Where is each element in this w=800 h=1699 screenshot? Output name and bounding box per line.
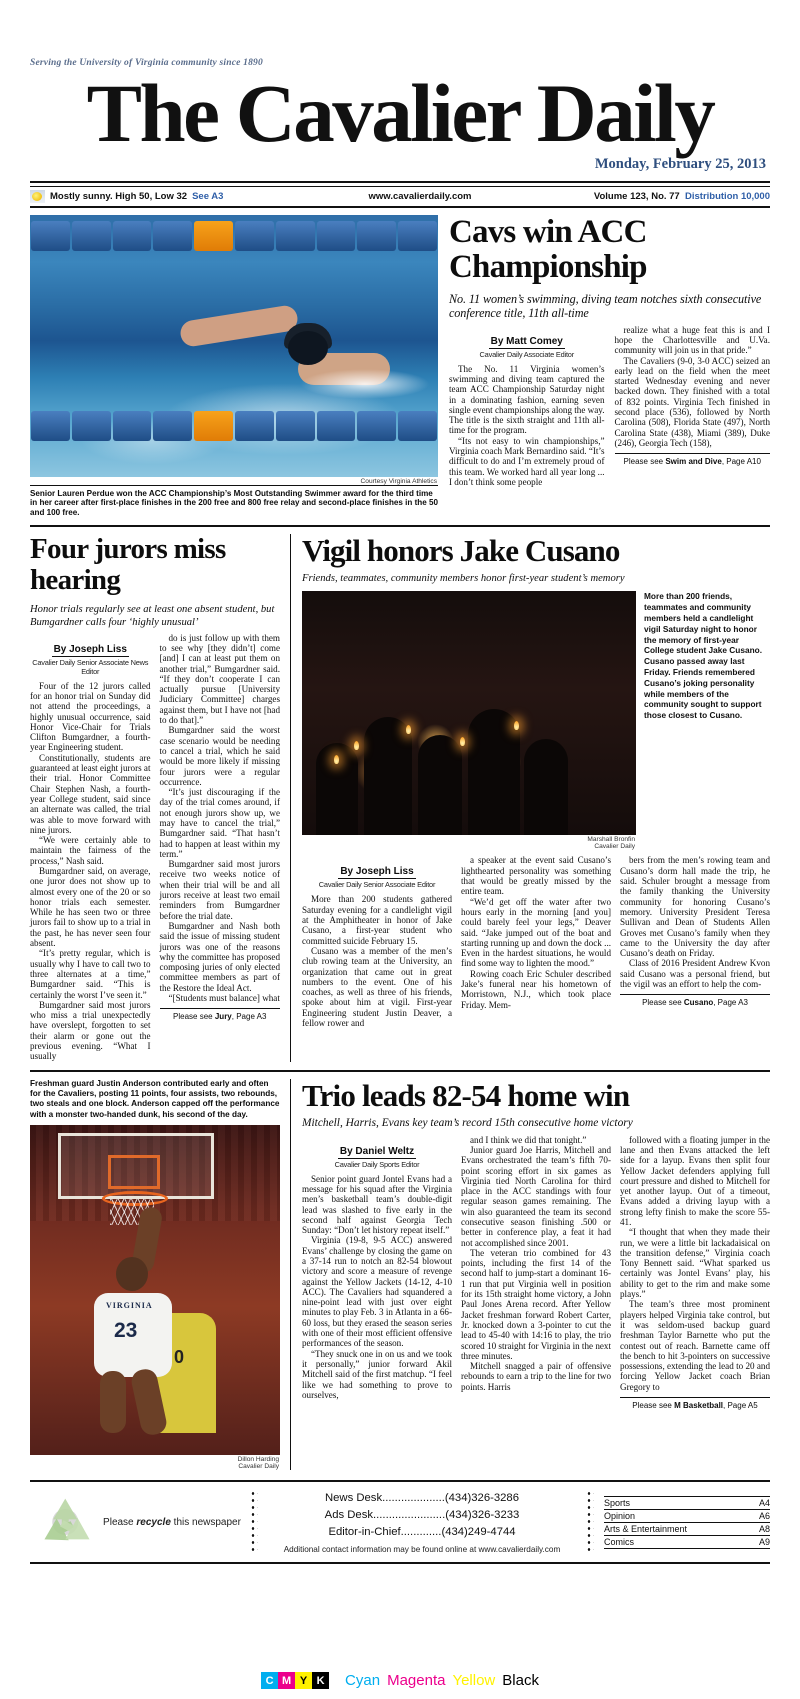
- dotted-divider-right: [586, 1490, 594, 1554]
- jump-prefix: Please see: [642, 998, 682, 1008]
- footer: [30, 1480, 770, 1564]
- cmyk-word-yellow: Yellow: [452, 1672, 496, 1689]
- paragraph: Cusano was a member of the men’s club rowing team at the University, an organization that came out in great numbers to the event. One of his coaches, as well as three of his friends, spoke about him at vigil. First-year Engineering student Justin Deaver, a fellow rower and: [302, 945, 452, 1029]
- lead-column-2: [615, 325, 771, 488]
- weather-block: [30, 190, 330, 203]
- paragraph: Rowing coach Eric Schuler described Jake’s funeral near his hometown of Morristown, N.J., which took place Friday. Mem-: [461, 968, 611, 1010]
- paragraph: do is just follow up with them to see why [they didn’t] come [and] I can at least put them on another trial,” Bumgardner said. “If they don’t cooperate I can actually pursue [University Judiciary Committee] charges against them, but I have not [had to do that].”: [159, 632, 280, 726]
- index-row[interactable]: [604, 1523, 770, 1536]
- jump-page: , Page A5: [723, 1401, 758, 1411]
- basketball-photo-credit: [30, 1455, 280, 1470]
- cmyk-swatch-m: M: [278, 1672, 295, 1689]
- paragraph: Bumgardner said most jurors receive two weeks notice of when their trial will be and all jurors receive at least two email reminders from Bumgardner before the trial date.: [159, 859, 280, 921]
- sun-icon: [30, 190, 45, 203]
- basketball-column-2: [461, 1135, 611, 1410]
- paragraph: “We’d get off the water after two hours early in the morning [and you] could barely feel your legs,” Deaver said. “Jake jumped out of the boat and starting running up and down the dock ... Even in the hardest situations, he would find some way to lighten the mood.”: [461, 896, 611, 969]
- credit-name: Marshall Bronfin: [587, 836, 635, 844]
- lead-body-1: [449, 364, 605, 488]
- lead-body-2: [615, 325, 771, 449]
- vigil-byline[interactable]: By Joseph Liss: [340, 866, 414, 878]
- contact-editor-in-chief: Editor-in-Chief.............(434)249-4744: [328, 1526, 516, 1539]
- paragraph: Class of 2016 President Andrew Kvon said Cusano was a personal friend, but the vigil was an effort to help the com-: [620, 958, 770, 990]
- lead-story: [30, 215, 770, 518]
- paragraph: “I thought that when they made their run, we were a little bit lackadaisical on the transition defense,” Virginia coach Tony Bennett said. “What sparked us certainly was Jontel Evans’ play, his ability to get to the rim and make some plays.”: [620, 1227, 770, 1300]
- recycle-icon: [39, 1496, 95, 1548]
- jump-prefix: Please see: [632, 1401, 672, 1411]
- index-page: A8: [758, 1523, 770, 1534]
- paragraph: More than 200 students gathered Saturday evening for a candlelight vigil at the Amphitheater in honor of Jake Cusano, a first-year student who committed suicide February 15.: [302, 894, 452, 946]
- lead-jump-line[interactable]: [615, 453, 771, 466]
- jurors-headline[interactable]: Four jurors miss hearing: [30, 533, 226, 597]
- vigil-story: [291, 534, 770, 1061]
- vigil-sidebar-text: More than 200 friends, teammates and community members held a candlelight vigil Saturday night to honor the memory of first-year College student Jake Cusano. Cusano passed away last Friday. Friends remembered Cusano’s joking personality while members of the community sought to support those closest to Cusano.: [644, 591, 763, 721]
- volume-info: [510, 191, 770, 202]
- vigil-photo-credit: [302, 835, 636, 850]
- vigil-body-3: [620, 855, 770, 989]
- cmyk-word-black: Black: [502, 1672, 539, 1689]
- index-page: A4: [758, 1497, 770, 1508]
- cmyk-swatch-c: C: [261, 1672, 278, 1689]
- vigil-column-3: [620, 855, 770, 1028]
- jurors-body-1: [30, 681, 151, 1062]
- second-section: [30, 525, 770, 1061]
- contact-block: [258, 1490, 586, 1554]
- index-section: Comics: [604, 1536, 635, 1547]
- paragraph: The Cavaliers (9-0, 3-0 ACC) seized an early lead on the field when the meet started Wednesday evening and never backed down. They finished with a total of 832 points. Virginia Tech finished in second place (536), followed by North Carolina (508), Florida State (497), North Carolina State (438), Miami (389), Duke (246), Georgia Tech (158),: [614, 355, 770, 448]
- lead-deck: No. 11 women’s swimming, diving team notches sixth consecutive conference title, 11th all-time: [449, 291, 762, 321]
- paragraph: Junior guard Joe Harris, Mitchell and Evans orchestrated the team’s fifth 70-point scoring effort in six games as Virginia tied North Carolina for third place in the ACC standings with four regular season games remaining. The win also guaranteed the team its second consecutive season finishing .500 or better in conference play, a feat it had not accomplished since 2001.: [461, 1144, 611, 1248]
- vigil-column-1: [302, 855, 452, 1028]
- serving-line: Serving the University of Virginia community since 1890: [30, 58, 263, 68]
- page-title: The Cavalier Daily: [86, 67, 714, 159]
- basketball-byline[interactable]: By Daniel Weltz: [339, 1145, 415, 1157]
- jump-page: , Page A3: [713, 998, 748, 1008]
- recycle-block: [30, 1496, 250, 1548]
- basketball-body-3: [620, 1135, 770, 1392]
- paragraph: Senior point guard Jontel Evans had a message for his squad after the Virginia men’s basketball team’s double-digit lead was slashed to five early in the second half against Georgia Tech Sunday: “Don’t let history repeat itself.”: [302, 1173, 452, 1236]
- index-section: Sports: [604, 1497, 631, 1508]
- vigil-jump-line[interactable]: [620, 994, 770, 1007]
- basketball-body-1: [302, 1174, 452, 1401]
- vigil-body-2: [461, 855, 611, 1009]
- paragraph: Bumgardner said, on average, one juror does not show up to almost every one of the 20 or so honor trials each semester. While he has seen two or three jurors fail to show up to a trial in the past, he has never seen four absent.: [30, 865, 151, 949]
- paragraph: The veteran trio combined for 43 points, including the first 14 of the second half to jump-start a dominant 16-1 run that put Virginia well in position for its 15th straight home victory, a John Paul Jones Arena record. After Yellow Jacket freshman forward Robert Carter, Jr. knocked down a 3-pointer to cut the lead to 45-40 with 14:16 to play, the trio scored 10 straight for Virginia in the next three minutes.: [461, 1247, 611, 1361]
- third-section: [30, 1070, 770, 1471]
- recycle-post: this newspaper: [170, 1516, 241, 1528]
- cmyk-word-cyan: Cyan: [345, 1672, 381, 1689]
- swimmer-photo: [30, 215, 438, 477]
- website-url[interactable]: www.cavalierdaily.com: [368, 190, 472, 202]
- contact-ads-desk: Ads Desk.......................(434)326-3233: [324, 1509, 520, 1522]
- cmyk-swatches: [261, 1672, 329, 1689]
- jurors-deck: Honor trials regularly see at least one absent student, but Bumgardner calls four ‘highly unusual’: [30, 604, 275, 629]
- jurors-column-2: [160, 633, 281, 1062]
- paragraph: bers from the men’s rowing team and Cusano’s dorm hall made the trip, he said. Schuler brought a message from the family thanking the University community for honoring Cusano’s memory. University President Teresa Sullivan and Dean of Students Allen Groves met Cusano’s family when they came to the University the day after Cusano’s death on Friday.: [620, 855, 770, 959]
- paragraph: “We were certainly able to maintain the fairness of the process,” Nash said.: [30, 835, 151, 866]
- jurors-jump-line[interactable]: [160, 1008, 281, 1021]
- paragraph: The No. 11 Virginia women’s swimming and diving team captured the team ACC Championship Saturday night in a dominating fashion, earning seven single event championships along the way. The title is the sixth straight and 11th all-time for the program.: [449, 363, 605, 436]
- credit-name: Dillon Harding: [237, 1456, 279, 1464]
- basketball-sidebar-text: Freshman guard Justin Anderson contributed early and often for the Cavaliers, posting 11 points, four assists, two rebounds, two steals and one block. Anderson capped off the performance with a monster two-handed dunk, his second of the day.: [30, 1078, 280, 1119]
- basketball-body-2: [461, 1135, 611, 1392]
- jurors-story: [30, 534, 291, 1061]
- basketball-byline-title: Cavalier Daily Sports Editor: [334, 1159, 420, 1169]
- index-row[interactable]: [604, 1536, 770, 1549]
- vigil-byline-title: Cavalier Daily Senior Associate Editor: [318, 880, 436, 890]
- index-section: Opinion: [604, 1510, 636, 1521]
- paragraph: “Its not easy to win championships,” Virginia coach Mark Bernardino said. “It’s difficult to do and I’m extremely proud of this team. We worked hard all year long ... I don’t think some people: [449, 435, 605, 487]
- paragraph: Mitchell snagged a pair of offensive rebounds to earn a trip to the line for two points. Harris: [461, 1361, 611, 1392]
- section-index: [594, 1496, 770, 1549]
- lead-byline[interactable]: By Matt Comey: [490, 335, 563, 347]
- paragraph: and I think we did that tonight.”: [470, 1134, 587, 1145]
- cmyk-swatch-y: Y: [295, 1672, 312, 1689]
- jump-label: M Basketball: [674, 1401, 724, 1411]
- recycle-pre: Please: [103, 1516, 137, 1528]
- cmyk-words: [345, 1672, 539, 1689]
- recycle-emphasis: recycle: [136, 1516, 171, 1528]
- info-bar: [30, 187, 770, 208]
- photo-caption: Senior Lauren Perdue won the ACC Championship’s Most Outstanding Swimmer award for the third time in her career after first-place finishes in the 200 free and 800 free relay and second-place finishes in the 50 and 100 free.: [30, 485, 438, 518]
- issue-date: Monday, February 25, 2013: [594, 155, 766, 172]
- basketball-photo: 0 VIRGINIA 23: [30, 1125, 280, 1455]
- lead-text-block: [449, 215, 770, 518]
- recycle-text: [103, 1516, 241, 1529]
- paragraph: “They snuck one in on us and we took it personally,” junior forward Akil Mitchell said of the first matchup. “I feel like we had something to prove to ourselves,: [302, 1348, 452, 1400]
- paragraph: Bumgardner and Nash both said the issue of missing student jurors was one of the reasons why the committee has proposed composing juries of only elected committee members as part of the Restore the Ideal Act.: [159, 920, 280, 993]
- vigil-body-1: [302, 894, 452, 1028]
- paragraph: “It’s just discouraging if the day of the trial comes around, if not enough jurors show up, we may have to cancel the trial,” Bumgardner said. “That hasn’t had to happen at least within my term.”: [159, 787, 280, 859]
- cmyk-word-magenta: Magenta: [387, 1672, 446, 1689]
- vigil-photo-block: [302, 591, 636, 850]
- paragraph: “[Students must balance] what: [168, 993, 280, 1004]
- distribution: Distribution 10,000: [685, 190, 770, 202]
- index-section: Arts & Entertainment: [604, 1523, 688, 1534]
- basketball-column-1: [302, 1135, 452, 1410]
- credit-org: Cavalier Daily: [238, 1463, 279, 1471]
- photo-credit: Courtesy Virginia Athletics: [360, 477, 437, 485]
- paragraph: Virginia (19-8, 9-5 ACC) answered Evans’ challenge by closing the game on a 37-14 run to notch an 82-54 blowout victory and score a measure of revenge against the Yellow Jackets (14-12, 4-10 ACC). The Cavaliers had squandered a nine-point lead with just over eight minutes to play Feb. 3 in Atlanta in a 66-60 loss, but they erased the season series with one of their most efficient offensive performances of the season.: [302, 1235, 452, 1349]
- defender-figure: 0: [156, 1313, 216, 1433]
- paragraph: Bumgardner said the worst case scenario would be needing to cancel a trial, which he said would be more likely if missing four jurors were a regular occurrence.: [159, 725, 280, 787]
- vigil-photo: [302, 591, 636, 835]
- basketball-photo-block: [30, 1079, 291, 1471]
- cmyk-registration-bar: [0, 1672, 800, 1689]
- basketball-deck: Mitchell, Harris, Evans key team’s record 15th consecutive home victory: [302, 1116, 633, 1129]
- lead-photo-block: [30, 215, 438, 518]
- jump-label: Jury: [214, 1012, 232, 1022]
- index-page: A9: [758, 1536, 770, 1547]
- jurors-byline-title: Cavalier Daily Senior Associate News Editor: [32, 657, 149, 676]
- jump-page: , Page A10: [721, 457, 761, 467]
- jump-label: Cusano: [683, 998, 714, 1008]
- paragraph: Four of the 12 jurors called for an honor trial on Sunday did not attend the proceedings, a highly unusual occurrence, said Honor Vice-Chair for Trials Clifton Bumgardner, a fourth-year Engineering student.: [30, 680, 151, 753]
- index-row[interactable]: [604, 1496, 770, 1510]
- index-row[interactable]: [604, 1510, 770, 1523]
- contact-note: Additional contact information may be found online at www.cavalierdaily.com: [283, 1545, 561, 1555]
- basketball-column-3: [620, 1135, 770, 1410]
- weather-link[interactable]: See A3: [192, 190, 224, 202]
- paragraph: a speaker at the event said Cusano’s lighthearted personality was something that would be greatly missed by the entire team.: [461, 855, 611, 897]
- jurors-body-2: [160, 633, 281, 1004]
- contact-news-desk: News Desk....................(434)326-3286: [324, 1492, 519, 1505]
- vigil-column-2: [461, 855, 611, 1028]
- weather-text: Mostly sunny. High 50, Low 32: [50, 190, 188, 202]
- jump-prefix: Please see: [623, 457, 664, 467]
- jurors-column-1: [30, 633, 151, 1062]
- basketball-story: [291, 1079, 770, 1471]
- dotted-divider-left: [250, 1490, 258, 1554]
- lead-headline[interactable]: Cavs win ACC Championship: [449, 213, 647, 285]
- jurors-byline[interactable]: By Joseph Liss: [53, 643, 127, 655]
- paragraph: realize what a huge feat this is and I hope the Charlottesville and U.Va. community will join us in that pride.”: [614, 324, 770, 356]
- paragraph: Constitutionally, students are guaranteed at least eight jurors at their trial. Honor Committee Chair Stephen Nash, a fourth-year College student, said since an alternate was called, the trial was able to move forward with nine jurors.: [30, 752, 151, 835]
- volume-number: Volume 123, No. 77: [593, 190, 680, 202]
- vigil-sidebar: [644, 591, 770, 850]
- basketball-jump-line[interactable]: [620, 1397, 770, 1410]
- paragraph: Bumgardner said most jurors who miss a trial unexpectedly have overslept, forgotten to set their alarm or gone out the previous evening. “What I usually: [30, 999, 151, 1062]
- vigil-headline[interactable]: Vigil honors Jake Cusano: [302, 533, 620, 569]
- credit-org: Cavalier Daily: [594, 843, 635, 851]
- lead-byline-title: Cavalier Daily Associate Editor: [479, 349, 574, 359]
- vigil-deck: Friends, teammates, community members honor first-year student’s memory: [302, 573, 625, 585]
- index-page: A6: [758, 1510, 770, 1521]
- cmyk-swatch-k: K: [312, 1672, 329, 1689]
- paragraph: followed with a floating jumper in the lane and then Evans attacked the left side for a layup. Evans then split four Yellow Jacket defenders applying full court pressure and dished to Mitchell for yet another layup. Out of a timeout, Evans added a driving layup with a strong lefty finish to make the score 55-41.: [620, 1134, 770, 1227]
- jump-page: , Page A3: [231, 1012, 267, 1022]
- paragraph: The team’s three most prominent players helped Virginia take control, but it was seldom-used backup guard freshman Taylor Barnette who put the contest out of reach. Barnette came off the bench to hit 3-pointers on successive possessions, extending the lead to 20 and forcing Yellow Jacket coach Brian Gregory to: [620, 1299, 770, 1392]
- jump-prefix: Please see: [173, 1012, 213, 1022]
- jump-label: Swim and Dive: [665, 457, 722, 467]
- paragraph: “It’s pretty regular, which is usually why I have to call two to three alternates at a time,” Bumgardner said. “This is certainly the worst I’ve seen it.”: [30, 948, 151, 1000]
- basketball-headline[interactable]: Trio leads 82-54 home win: [302, 1077, 630, 1113]
- lead-column-1: [449, 325, 605, 488]
